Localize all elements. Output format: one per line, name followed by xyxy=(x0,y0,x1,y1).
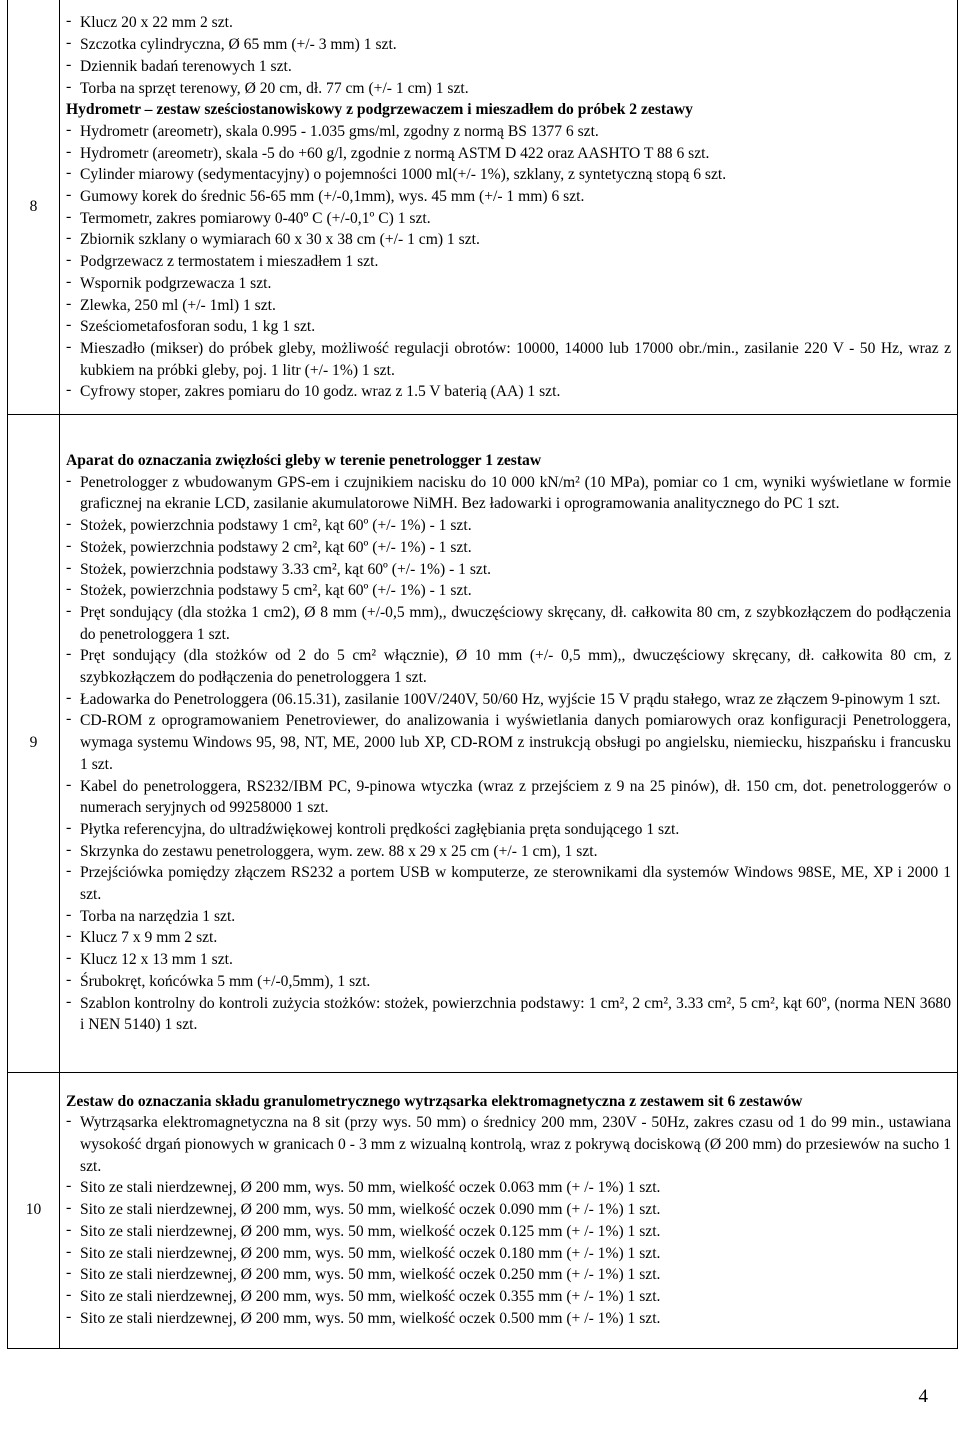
list-item-text: Ładowarka do Penetrologgera (06.15.31), zasilanie 100V/240V, 50/60 Hz, wyjście 15 V prądu stałego, wraz ze złączem 9-pinowym 1 szt. xyxy=(80,690,941,708)
list-item-text: Cyfrowy stoper, zakres pomiaru do 10 godz. wraz z 1.5 V baterią (AA) 1 szt. xyxy=(80,383,561,401)
list-item xyxy=(66,208,951,230)
list-item-text: Podgrzewacz z termostatem i mieszadłem 1 szt. xyxy=(80,253,379,271)
list-item-text: Stożek, powierzchnia podstawy 5 cm², kąt 60º (+/- 1%) - 1 szt. xyxy=(80,582,472,600)
row-content xyxy=(60,0,958,414)
list-item-text: Termometr, zakres pomiarowy 0-40º C (+/-0,1º C) 1 szt. xyxy=(80,209,431,227)
bullet-dash: - xyxy=(66,1264,72,1282)
bullet-dash: - xyxy=(66,381,72,399)
bullet-dash: - xyxy=(66,272,72,290)
list-item xyxy=(66,993,951,1036)
list-item xyxy=(66,1177,951,1199)
bullet-dash: - xyxy=(66,688,72,706)
list-item xyxy=(66,949,951,971)
bullet-dash: - xyxy=(66,840,72,858)
list-item-text: Sito ze stali nierdzewnej, Ø 200 mm, wys. 50 mm, wielkość oczek 0.355 mm (+ /- 1%) 1 szt. xyxy=(80,1287,661,1305)
list-item-text: Torba na sprzęt terenowy, Ø 20 cm, dł. 77 cm (+/- 1 cm) 1 szt. xyxy=(80,79,469,97)
list-item-text: Sześciometafosforan sodu, 1 kg 1 szt. xyxy=(80,318,316,336)
list-item xyxy=(66,602,951,645)
list-item-text: Wytrząsarka elektromagnetyczna na 8 sit (przy wys. 50 mm) o średnicy 200 mm, 230V - 50Hz, zakres czasu od 1 do 99 min., ustawiana wysokość drgań pionowych w granicach 0 - 3 mm z wizualną kontrolą, wraz z pokrywą dociskową (Ø 200 mm) do przesiewów na sucho 1 szt. xyxy=(80,1114,951,1175)
list-item xyxy=(66,927,951,949)
list-item xyxy=(66,1199,951,1221)
bullet-dash: - xyxy=(66,949,72,967)
table-row xyxy=(8,414,958,1072)
list-item-text: Hydrometr (areometr), skala 0.995 - 1.035 gms/ml, zgodny z normą BS 1377 6 szt. xyxy=(80,122,599,140)
list-item-text: Przejściówka pomiędzy złączem RS232 a portem USB w komputerze, ze sterownikami dla systemów Windows 98SE, ME, XP i 2000 1 szt. xyxy=(80,864,951,904)
list-item-text: Sito ze stali nierdzewnej, Ø 200 mm, wys. 50 mm, wielkość oczek 0.500 mm (+ /- 1%) 1 szt. xyxy=(80,1309,661,1327)
section-title: Hydrometr – zestaw sześciostanowiskowy z podgrzewaczem i mieszadłem do próbek 2 zestawy xyxy=(66,101,693,119)
bullet-dash: - xyxy=(66,645,72,663)
list-item xyxy=(66,1221,951,1243)
bullet-dash: - xyxy=(66,337,72,355)
list-item xyxy=(66,1308,951,1330)
section-title: Zestaw do oznaczania składu granulometrycznego wytrząsarka elektromagnetyczna z zestawem sit 6 zestawów xyxy=(66,1092,803,1110)
bullet-dash: - xyxy=(66,164,72,182)
list-item xyxy=(66,56,951,78)
list-item-text: Sito ze stali nierdzewnej, Ø 200 mm, wys. 50 mm, wielkość oczek 0.180 mm (+ /- 1%) 1 szt. xyxy=(80,1244,661,1262)
bullet-dash: - xyxy=(66,1112,72,1130)
list-item xyxy=(66,819,951,841)
list-item-text: Sito ze stali nierdzewnej, Ø 200 mm, wys. 50 mm, wielkość oczek 0.250 mm (+ /- 1%) 1 szt. xyxy=(80,1266,661,1284)
bullet-dash: - xyxy=(66,536,72,554)
bullet-dash: - xyxy=(66,710,72,728)
list-item-text: Szablon kontrolny do kontroli zużycia stożków: stożek, powierzchnia podstawy: 1 cm², 2 cm², 3.33 cm², 5 cm², kąt 60º, (norma NEN 3680 i NEN 5140) 1 szt. xyxy=(80,994,951,1034)
bullet-dash: - xyxy=(66,12,72,30)
list-item xyxy=(66,164,951,186)
list-item xyxy=(66,645,951,688)
bullet-dash: - xyxy=(66,34,72,52)
bullet-dash: - xyxy=(66,1177,72,1195)
list-item xyxy=(66,121,951,143)
bullet-dash: - xyxy=(66,1285,72,1303)
list-item xyxy=(66,472,951,515)
bullet-dash: - xyxy=(66,992,72,1010)
list-item-text: Stożek, powierzchnia podstawy 1 cm², kąt 60º (+/- 1%) - 1 szt. xyxy=(80,517,472,535)
bullet-dash: - xyxy=(66,142,72,160)
list-item-text: Zlewka, 250 ml (+/- 1ml) 1 szt. xyxy=(80,296,276,314)
list-item-text: Pręt sondujący (dla stożka 1 cm2), Ø 8 mm (+/-0,5 mm),, dwuczęściowy skręcany, dł. całkowita 80 cm, z szybkozłączem do podłączenia do penetrologgera 1 szt. xyxy=(80,603,951,643)
bullet-dash: - xyxy=(66,316,72,334)
bullet-dash: - xyxy=(66,120,72,138)
list-item xyxy=(66,515,951,537)
list-item-text: Skrzynka do zestawu penetrologgera, wym. zew. 88 x 29 x 25 cm (+/- 1 cm), 1 szt. xyxy=(80,842,598,860)
bullet-dash: - xyxy=(66,775,72,793)
list-item xyxy=(66,1243,951,1265)
bullet-dash: - xyxy=(66,1242,72,1260)
bullet-dash: - xyxy=(66,207,72,225)
bullet-dash: - xyxy=(66,1307,72,1325)
table-row xyxy=(8,1072,958,1348)
list-item xyxy=(66,1112,951,1177)
list-item-text: Cylinder miarowy (sedymentacyjny) o pojemności 1000 ml(+/- 1%), szklany, z syntetyczną stopą 6 szt. xyxy=(80,166,727,184)
list-item xyxy=(66,186,951,208)
row-content xyxy=(60,1072,958,1348)
list-item xyxy=(66,229,951,251)
list-item xyxy=(66,12,951,34)
bullet-dash: - xyxy=(66,558,72,576)
bullet-dash: - xyxy=(66,471,72,489)
row-number: 10 xyxy=(8,1072,60,1348)
bullet-dash: - xyxy=(66,229,72,247)
row-number: 8 xyxy=(8,0,60,414)
list-item xyxy=(66,381,951,403)
list-item-text: Hydrometr (areometr), skala -5 do +60 g/l, zgodnie z normą ASTM D 422 oraz AASHTO T 88 6 szt. xyxy=(80,144,710,162)
bullet-dash: - xyxy=(66,77,72,95)
list-item-text: Gumowy korek do średnic 56-65 mm (+/-0,1mm), wys. 45 mm (+/- 1 mm) 6 szt. xyxy=(80,188,585,206)
list-item xyxy=(66,776,951,819)
bullet-dash: - xyxy=(66,862,72,880)
list-item xyxy=(66,537,951,559)
list-item-text: Torba na narzędzia 1 szt. xyxy=(80,907,236,925)
list-item-text: Klucz 12 x 13 mm 1 szt. xyxy=(80,951,233,969)
list-item-text: Stożek, powierzchnia podstawy 2 cm², kąt 60º (+/- 1%) - 1 szt. xyxy=(80,538,472,556)
list-item-text: Sito ze stali nierdzewnej, Ø 200 mm, wys. 50 mm, wielkość oczek 0.063 mm (+ /- 1%) 1 szt. xyxy=(80,1179,661,1197)
list-item xyxy=(66,34,951,56)
list-item xyxy=(66,273,951,295)
bullet-dash: - xyxy=(66,251,72,269)
list-item-text: Stożek, powierzchnia podstawy 3.33 cm², kąt 60º (+/- 1%) - 1 szt. xyxy=(80,560,492,578)
bullet-dash: - xyxy=(66,818,72,836)
list-item-text: CD-ROM z oprogramowaniem Penetroviewer, do analizowania i wyświetlania danych pomiarowych oraz konfiguracji Penetrologgera, wymaga systemu Windows 95, 98, NT, ME, 2000 lub XP, CD-ROM z instrukcją obsługi po angielsku, niemiecku, hiszpańsku i francusku 1 szt. xyxy=(80,712,951,773)
list-item xyxy=(66,78,951,100)
list-item xyxy=(66,295,951,317)
list-item xyxy=(66,338,951,381)
list-item xyxy=(66,559,951,581)
list-item-text: Klucz 7 x 9 mm 2 szt. xyxy=(80,929,218,947)
list-item xyxy=(66,1286,951,1308)
list-item-text: Płytka referencyjna, do ultradźwiękowej kontroli prędkości zagłębiania pręta sondującego 1 szt. xyxy=(80,820,680,838)
list-item xyxy=(66,689,951,711)
specification-table xyxy=(7,0,958,1349)
list-item-text: Kabel do penetrologgera, RS232/IBM PC, 9-pinowa wtyczka (wraz z przejściem z 9 na 25 pinów), dł. 150 cm, dot. penetrologgerów o numerach seryjnych od 99258000 1 szt. xyxy=(80,777,951,817)
bullet-dash: - xyxy=(66,55,72,73)
list-item xyxy=(66,1264,951,1286)
list-item-text: Sito ze stali nierdzewnej, Ø 200 mm, wys. 50 mm, wielkość oczek 0.125 mm (+ /- 1%) 1 szt. xyxy=(80,1222,661,1240)
list-item xyxy=(66,906,951,928)
list-item-text: Śrubokręt, końcówka 5 mm (+/-0,5mm), 1 szt. xyxy=(80,972,371,990)
list-item-text: Mieszadło (mikser) do próbek gleby, możliwość regulacji obrotów: 10000, 14000 lub 17000 obr./min., zasilanie 220 V - 50 Hz, wraz z kubkiem na próbki gleby, poj. 1 litr (+/- 1%) 1 szt. xyxy=(80,339,951,379)
list-item xyxy=(66,143,951,165)
bullet-dash: - xyxy=(66,970,72,988)
section-title: Aparat do oznaczania zwięzłości gleby w terenie penetrologger 1 zestaw xyxy=(66,452,542,469)
bullet-dash: - xyxy=(66,515,72,533)
bullet-dash: - xyxy=(66,1199,72,1217)
list-item-text: Szczotka cylindryczna, Ø 65 mm (+/- 3 mm) 1 szt. xyxy=(80,36,397,54)
list-item xyxy=(66,710,951,775)
list-item xyxy=(66,841,951,863)
list-item-text: Klucz 20 x 22 mm 2 szt. xyxy=(80,14,233,32)
page-number: 4 xyxy=(918,1386,928,1407)
row-number: 9 xyxy=(8,414,60,1072)
table-row xyxy=(8,0,958,414)
bullet-dash: - xyxy=(66,1220,72,1238)
list-item-text: Zbiornik szklany o wymiarach 60 x 30 x 38 cm (+/- 1 cm) 1 szt. xyxy=(80,231,480,249)
bullet-dash: - xyxy=(66,186,72,204)
list-item xyxy=(66,251,951,273)
bullet-dash: - xyxy=(66,927,72,945)
bullet-dash: - xyxy=(66,580,72,598)
list-item xyxy=(66,971,951,993)
list-item-text: Pręt sondujący (dla stożków od 2 do 5 cm² włącznie), Ø 10 mm (+/- 0,5 mm),, dwuczęściowy skręcany, dł. całkowita 80 cm, z szybkozłączem do podłączenia do penetrologgera 1 szt. xyxy=(80,647,951,687)
list-item xyxy=(66,862,951,905)
bullet-dash: - xyxy=(66,601,72,619)
bullet-dash: - xyxy=(66,905,72,923)
list-item xyxy=(66,580,951,602)
bullet-dash: - xyxy=(66,294,72,312)
list-item-text: Dziennik badań terenowych 1 szt. xyxy=(80,57,292,75)
row-content xyxy=(60,414,958,1072)
list-item-text: Penetrologger z wbudowanym GPS-em i czujnikiem nacisku do 10 000 kN/m² (10 MPa), pomiar co 1 cm, wyniki wyświetlane w formie graficznej na ekranie LCD, zasilanie akumulatorowe NiMH. Bez ładowarki i oprogramowania analitycznego do PC 1 szt. xyxy=(80,473,951,513)
list-item-text: Sito ze stali nierdzewnej, Ø 200 mm, wys. 50 mm, wielkość oczek 0.090 mm (+ /- 1%) 1 szt. xyxy=(80,1201,661,1219)
list-item-text: Wspornik podgrzewacza 1 szt. xyxy=(80,274,272,292)
list-item xyxy=(66,316,951,338)
